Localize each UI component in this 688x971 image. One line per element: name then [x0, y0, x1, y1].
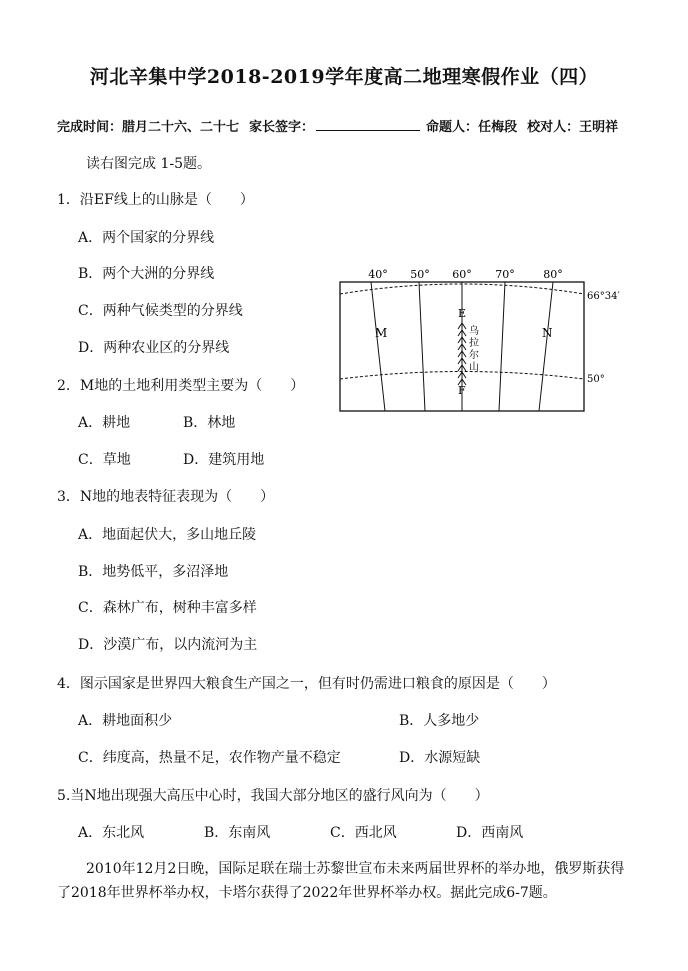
q4-option-c[interactable]: C．纬度高，热量不足，农作物产量不稳定 — [78, 750, 341, 766]
reviewer-name: 王明祥 — [579, 120, 619, 135]
lat-label-50: 50° — [587, 374, 605, 385]
time-label: 完成时间： — [57, 120, 123, 135]
question-4-stem: 4．图示国家是世界四大粮食生产国之一，但有时仍需进口粮食的原因是（ ） — [57, 676, 556, 692]
q4-option-d[interactable]: D．水源短缺 — [399, 750, 481, 766]
author-label: 命题人： — [426, 120, 479, 135]
q2-option-d[interactable]: D．建筑用地 — [183, 452, 265, 468]
q1-option-b[interactable]: B．两个大洲的分界线 — [78, 266, 215, 282]
q1-option-c[interactable]: C．两种气候类型的分界线 — [78, 303, 243, 319]
meridian-70 — [499, 282, 505, 411]
question-3-stem: 3．N地的地表特征表现为（ ） — [57, 489, 275, 505]
meridian-40 — [371, 282, 388, 411]
meridian-50 — [419, 282, 425, 411]
lon-label-40: 40° — [368, 268, 388, 281]
mountain-char-2: 拉 — [469, 338, 479, 349]
q1-option-d[interactable]: D．两种农业区的分界线 — [78, 340, 230, 356]
mountain-char-4: 山 — [469, 362, 479, 373]
question-1-stem: 1．沿EF线上的山脉是（ ） — [57, 192, 254, 208]
q5-option-a[interactable]: A．东北风 — [78, 825, 145, 841]
question-2-stem: 2．M地的土地利用类型主要为（ ） — [57, 378, 305, 394]
q2-option-a[interactable]: A．耕地 — [78, 415, 131, 431]
signature-blank[interactable] — [316, 118, 420, 131]
lon-label-80: 80° — [543, 268, 563, 281]
signature-label: 家长签字： — [249, 120, 315, 135]
lon-label-70: 70° — [495, 268, 515, 281]
q5-option-c[interactable]: C．西北风 — [330, 825, 397, 841]
lat-label-66: 66°34′ — [587, 291, 620, 302]
q3-option-d[interactable]: D．沙漠广布，以内流河为主 — [78, 637, 258, 653]
q3-option-c[interactable]: C．森林广布，树种丰富多样 — [78, 600, 257, 616]
author-name: 任梅段 — [478, 120, 518, 135]
reviewer-label: 校对人： — [527, 120, 580, 135]
q5-option-b[interactable]: B．东南风 — [204, 825, 271, 841]
region-m-label: M — [375, 326, 388, 340]
instruction-1-5: 读右图完成 1-5题。 — [86, 156, 211, 172]
q1-option-a[interactable]: A．两个国家的分界线 — [78, 230, 215, 246]
mountain-char-1: 乌 — [469, 326, 479, 337]
page-title: 河北辛集中学2018-2019学年度高二地理寒假作业（四） — [89, 66, 599, 88]
ural-map-figure — [335, 262, 635, 414]
q3-option-a[interactable]: A．地面起伏大，多山地丘陵 — [78, 527, 257, 543]
q2-option-c[interactable]: C．草地 — [78, 452, 131, 468]
lon-label-60: 60° — [452, 268, 472, 281]
q2-option-b[interactable]: B．林地 — [183, 415, 236, 431]
paragraph-6-7-line2: 了2018年世界杯举办权，卡塔尔获得了2022年世界杯举办权。据此完成6-7题。 — [57, 885, 557, 901]
paragraph-6-7-line1: 2010年12月2日晚，国际足联在瑞士苏黎世宣布未来两届世界杯的举办地，俄罗斯获得 — [86, 861, 625, 877]
point-e-label: E — [458, 307, 467, 320]
mountain-char-3: 尔 — [469, 350, 479, 361]
q3-option-b[interactable]: B．地势低平，多沼泽地 — [78, 564, 229, 580]
point-f-label: F — [458, 384, 466, 397]
q4-option-b[interactable]: B．人多地少 — [399, 713, 480, 729]
meridian-80 — [539, 282, 553, 411]
time-value: 腊月二十六、二十七 — [122, 120, 240, 135]
header-info-line — [57, 116, 618, 135]
region-n-label: N — [542, 326, 553, 340]
q5-option-d[interactable]: D．西南风 — [456, 825, 524, 841]
q4-option-a[interactable]: A．耕地面积少 — [78, 713, 173, 729]
lon-label-50: 50° — [410, 268, 430, 281]
question-5-stem: 5.当N地出现强大高压中心时，我国大部分地区的盛行风向为（ ） — [57, 788, 489, 804]
